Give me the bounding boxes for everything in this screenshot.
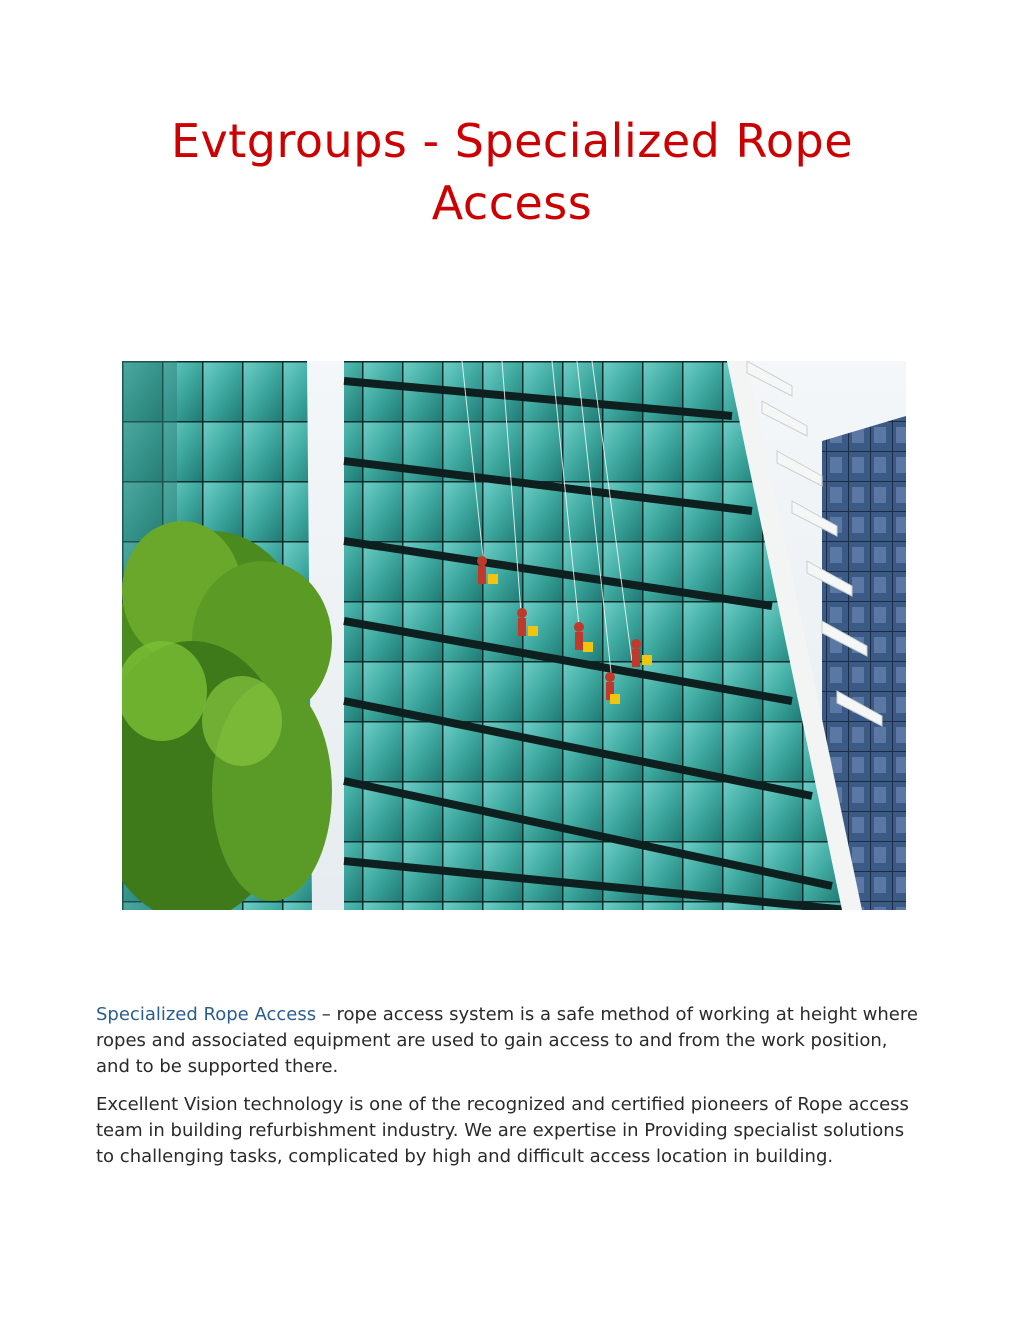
- tree: [122, 521, 332, 910]
- paragraph-2: Excellent Vision technology is one of the recognized and certified pioneers of Rope access team in building refurbishment industry. We are expertise in Providing specialist solutions to challenging tasks, complicated by high and difficult access location in building.: [96, 1094, 909, 1167]
- term-specialized-rope-access: Specialized Rope Access: [96, 1004, 317, 1025]
- page-title: Evtgroups - Specialized Rope Access: [170, 114, 854, 230]
- paragraph-1: [96, 1002, 926, 1080]
- rope-access-building-photo: [122, 361, 906, 910]
- paragraph-1-text: – rope access system is a safe method of working at height where ropes and associated equipment are used to gain access to and from the work position, and to be supported there.: [96, 1004, 918, 1077]
- body-text: [96, 1002, 926, 1182]
